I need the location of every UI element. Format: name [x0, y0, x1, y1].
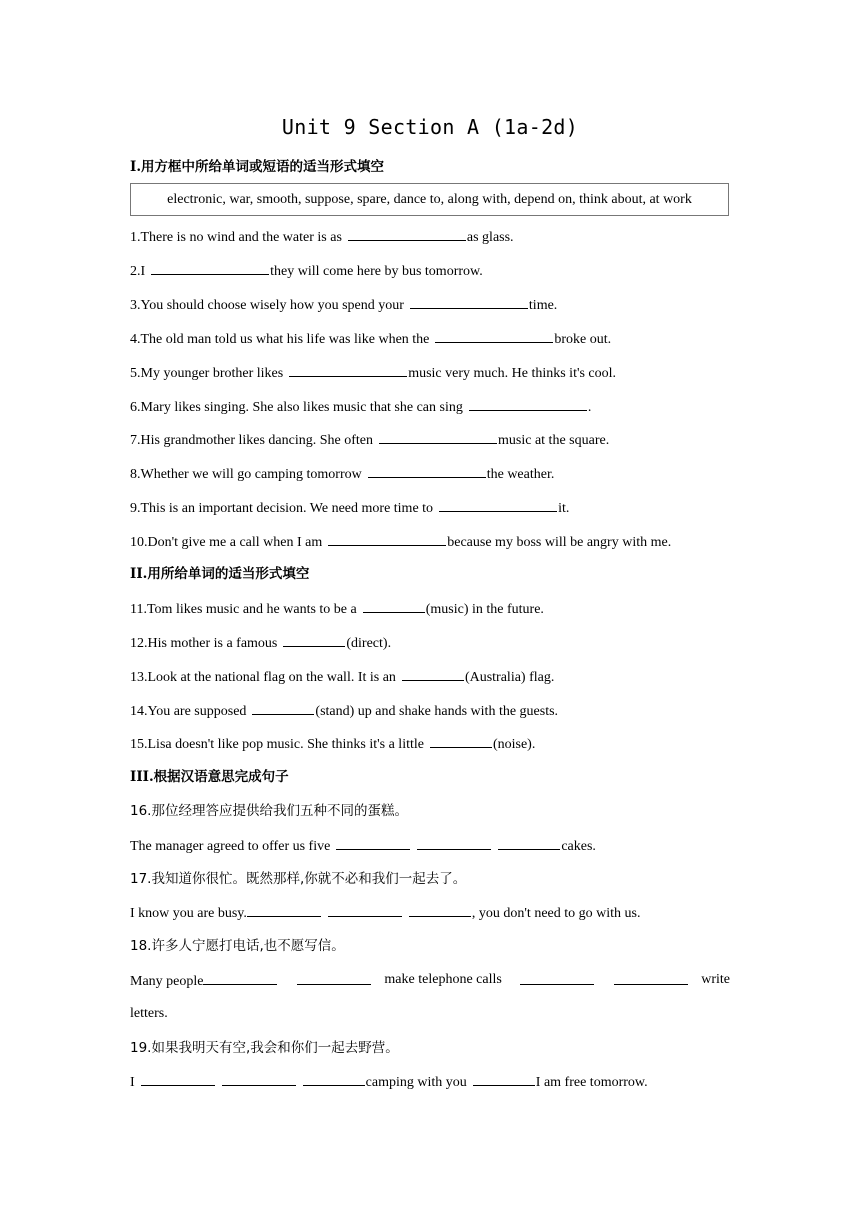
section-2-heading: II.用所给单词的适当形式填空	[130, 566, 310, 582]
answer-blank[interactable]	[348, 226, 466, 241]
answer-blank[interactable]	[247, 902, 321, 917]
answer-blank[interactable]	[417, 835, 491, 850]
question-18: Many people make telephone calls write	[130, 972, 730, 989]
question-15: 15.Lisa doesn't like pop music. She thinks it's a little (noise).	[130, 733, 740, 755]
question-19-chinese: 19.如果我明天有空,我会和你们一起去野营。	[130, 1040, 399, 1056]
question-7: 7.His grandmother likes dancing. She often music at the square.	[130, 429, 740, 451]
section-3-heading: III.根据汉语意思完成句子	[130, 769, 289, 785]
answer-blank[interactable]	[289, 362, 407, 377]
question-16-chinese: 16.那位经理答应提供给我们五种不同的蛋糕。	[130, 803, 408, 819]
question-8: 8.Whether we will go camping tomorrow the weather.	[130, 463, 740, 485]
question-16: The manager agreed to offer us five cakes.	[130, 835, 740, 857]
answer-blank[interactable]	[473, 1071, 535, 1086]
question-11: 11.Tom likes music and he wants to be a (music) in the future.	[130, 598, 740, 620]
question-9: 9.This is an important decision. We need more time to it.	[130, 497, 740, 519]
answer-blank[interactable]	[410, 294, 528, 309]
question-4: 4.The old man told us what his life was like when the broke out.	[130, 328, 740, 350]
answer-blank[interactable]	[203, 970, 277, 985]
answer-blank[interactable]	[520, 970, 594, 985]
question-2: 2.I they will come here by bus tomorrow.	[130, 260, 740, 282]
answer-blank[interactable]	[435, 328, 553, 343]
question-17: I know you are busy. , you don't need to go with us.	[130, 902, 740, 924]
answer-blank[interactable]	[379, 429, 497, 444]
answer-blank[interactable]	[439, 497, 557, 512]
answer-blank[interactable]	[303, 1071, 365, 1086]
answer-blank[interactable]	[498, 835, 560, 850]
question-10: 10.Don't give me a call when I am because my boss will be angry with me.	[130, 531, 740, 553]
section-1-heading: I.用方框中所给单词或短语的适当形式填空	[130, 159, 385, 175]
question-5: 5.My younger brother likes music very much. He thinks it's cool.	[130, 362, 740, 384]
question-17-chinese: 17.我知道你很忙。既然那样,你就不必和我们一起去了。	[130, 871, 467, 887]
answer-blank[interactable]	[222, 1071, 296, 1086]
question-6: 6.Mary likes singing. She also likes music that she can sing .	[130, 396, 740, 418]
answer-blank[interactable]	[283, 632, 345, 647]
answer-blank[interactable]	[141, 1071, 215, 1086]
question-1: 1.There is no wind and the water is as as glass.	[130, 226, 740, 248]
answer-blank[interactable]	[151, 260, 269, 275]
answer-blank[interactable]	[430, 733, 492, 748]
answer-blank[interactable]	[402, 666, 464, 681]
answer-blank[interactable]	[328, 531, 446, 546]
answer-blank[interactable]	[614, 970, 688, 985]
question-18-chinese: 18.许多人宁愿打电话,也不愿写信。	[130, 938, 345, 954]
word-box: electronic, war, smooth, suppose, spare, dance to, along with, depend on, think about, at work	[130, 183, 729, 216]
question-13: 13.Look at the national flag on the wall. It is an (Australia) flag.	[130, 666, 740, 688]
answer-blank[interactable]	[469, 396, 587, 411]
answer-blank[interactable]	[328, 902, 402, 917]
question-12: 12.His mother is a famous (direct).	[130, 632, 740, 654]
page-title: Unit 9 Section A (1a-2d)	[281, 115, 579, 139]
answer-blank[interactable]	[297, 970, 371, 985]
answer-blank[interactable]	[409, 902, 471, 917]
question-3: 3.You should choose wisely how you spend your time.	[130, 294, 740, 316]
answer-blank[interactable]	[363, 598, 425, 613]
answer-blank[interactable]	[368, 463, 486, 478]
question-14: 14.You are supposed (stand) up and shake hands with the guests.	[130, 700, 740, 722]
question-19: I camping with you I am free tomorrow.	[130, 1071, 740, 1093]
question-18-continued: letters.	[130, 1006, 168, 1021]
answer-blank[interactable]	[252, 700, 314, 715]
answer-blank[interactable]	[336, 835, 410, 850]
